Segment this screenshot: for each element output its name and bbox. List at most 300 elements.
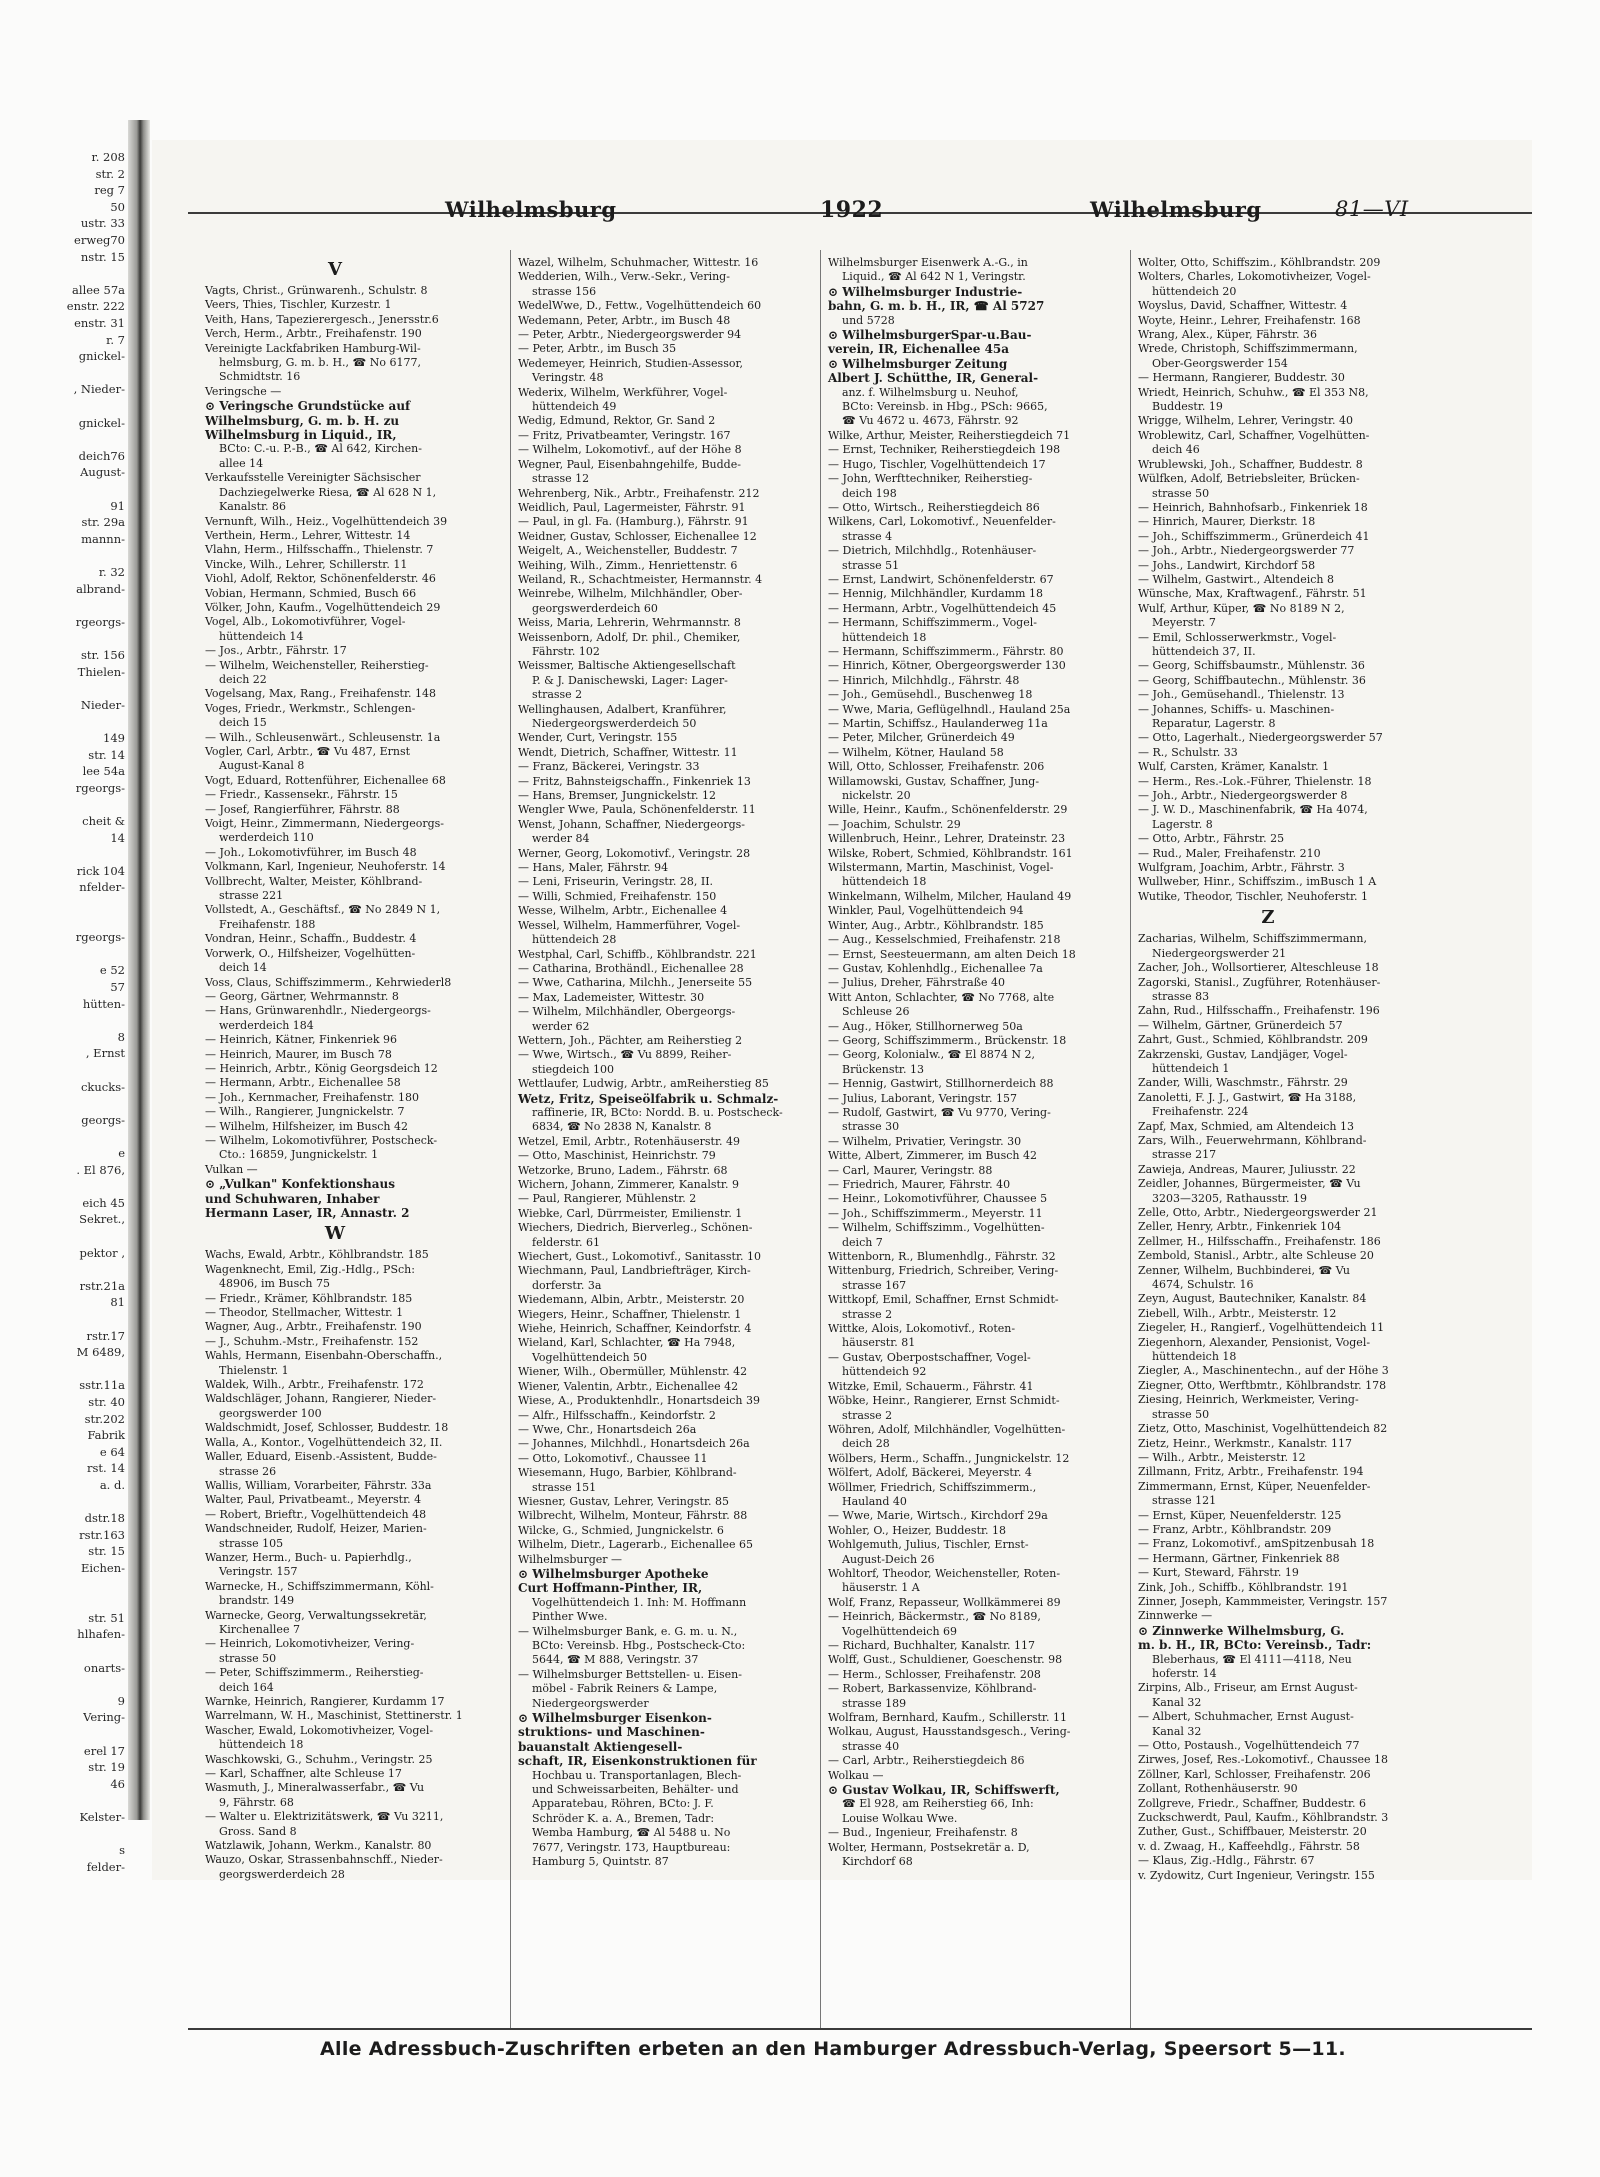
directory-entry-line: strasse 2	[842, 1408, 893, 1422]
directory-entry-line: Wulf, Carsten, Krämer, Kanalstr. 1	[1138, 760, 1330, 774]
directory-entry-line: Waldek, Wilh., Arbtr., Freihafenstr. 172	[205, 1378, 424, 1392]
directory-entry-line: strasse 2	[532, 688, 583, 702]
directory-entry-line: — Wilhelm, Schiffszimm., Vogelhütten-	[828, 1221, 1045, 1235]
directory-entry-line: — Johannes, Schiffs- u. Maschinen-	[1138, 702, 1335, 716]
directory-entry-line: — Georg, Kolonialw., ☎ El 8874 N 2,	[828, 1048, 1036, 1062]
directory-entry-line: — Georg, Schiffszimmerm., Brückenstr. 18	[828, 1033, 1067, 1047]
directory-entry-line: raffinerie, IR, BCto: Nordd. B. u. Postscheck-	[532, 1105, 783, 1119]
directory-entry-line: Ziesing, Heinrich, Werkmeister, Vering-	[1138, 1393, 1359, 1407]
left-page-fragment: str. 40	[88, 1395, 125, 1409]
directory-entry-line: georgswerderdeich 60	[532, 601, 658, 615]
directory-entry-line: Vogelhüttendeich 50	[532, 1350, 648, 1364]
directory-entry-line: strasse 26	[219, 1464, 277, 1478]
directory-entry-line: — Max, Lademeister, Wittestr. 30	[518, 990, 705, 1004]
firm-entry-line: Hermann Laser, IR, Annastr. 2	[205, 1206, 410, 1220]
footer-notice: Alle Adressbuch-Zuschriften erbeten an den Hamburger Adressbuch-Verlag, Speersort 5—11.	[320, 2038, 1346, 2060]
left-page-fragment: dstr.18	[84, 1511, 125, 1526]
firm-entry-line: Wilhelmsburg, G. m. b. H. zu	[205, 413, 400, 428]
left-page-fragment: str. 15	[88, 1544, 125, 1559]
directory-entry-line: Weigelt, A., Weichensteller, Buddestr. 7	[518, 544, 738, 558]
directory-entry-line: — Julius, Dreher, Fährstraße 40	[828, 976, 1005, 990]
directory-entry-line: Meyerstr. 7	[1152, 616, 1216, 630]
left-page-fragment: 91	[110, 498, 125, 513]
directory-entry-line: strasse 50	[219, 1651, 277, 1665]
firm-entry-line: m. b. H., IR, BCto: Vereinsb., Tadr:	[1138, 1638, 1372, 1653]
directory-entry-line: Wöllmer, Friedrich, Schiffszimmerm.,	[828, 1480, 1037, 1494]
directory-entry-line: brandstr. 149	[219, 1594, 295, 1608]
directory-entry-line: v. Zydowitz, Curt Ingenieur, Veringstr. 155	[1138, 1868, 1375, 1882]
directory-entry-line: ☎ El 928, am Reiherstieg 66, Inh:	[842, 1797, 1034, 1811]
directory-entry-line: Buddestr. 19	[1152, 400, 1223, 414]
directory-entry-line: Wengler Wwe, Paula, Schönenfelderstr. 11	[518, 803, 756, 817]
directory-entry-line: Zacharias, Wilhelm, Schiffszimmermann,	[1138, 932, 1368, 946]
left-page-fragment: rgeorgs-	[75, 930, 125, 945]
directory-entry-line: Wilke, Arthur, Meister, Reiherstiegdeich 71	[828, 428, 1071, 442]
directory-entry-line: — Herm., Res.-Lok.-Führer, Thielenstr. 18	[1138, 774, 1372, 788]
directory-entry-line: Zagorski, Stanisl., Zugführer, Rotenhäuser-	[1138, 975, 1381, 989]
directory-entry-line: strasse 83	[1152, 989, 1210, 1003]
directory-entry-line: Wittke, Alois, Lokomotivf., Roten-	[828, 1322, 1016, 1336]
directory-entry-line: Wilbrecht, Wilhelm, Monteur, Fährstr. 88	[518, 1509, 748, 1523]
directory-entry-line: strasse 50	[1152, 1407, 1210, 1421]
directory-entry-line: strasse 217	[1152, 1148, 1217, 1162]
directory-entry-line: Zollgreve, Friedr., Schaffner, Buddestr. 6	[1138, 1796, 1366, 1810]
directory-entry-line: 6834, ☎ No 2838 N, Kanalstr. 8	[532, 1120, 712, 1134]
left-page-fragment: . El 876,	[76, 1162, 125, 1177]
left-page-fragment: rgeorgs-	[75, 614, 125, 629]
column-2	[518, 256, 783, 2016]
firm-entry-line: verein, IR, Eichenallee 45a	[828, 342, 1010, 357]
directory-entry-line: — Dietrich, Milchhdlg., Rotenhäuser-	[828, 544, 1037, 558]
left-page-fragment: e 52	[99, 963, 125, 978]
directory-entry-line: — Hinrich, Milchhdlg., Fährstr. 48	[828, 673, 1020, 687]
directory-entry-line: — Wilh., Schleusenwärt., Schleusenstr. 1a	[205, 730, 441, 744]
directory-entry-line: Vogelhüttendeich 69	[842, 1624, 958, 1638]
directory-entry-line: strasse 4	[842, 529, 893, 543]
directory-entry-line: strasse 2	[842, 1307, 893, 1321]
directory-entry-line: P. & J. Danischewski, Lager: Lager-	[532, 673, 728, 687]
directory-entry-line: — Wilhelm, Gastwirt., Altendeich 8	[1138, 572, 1334, 586]
directory-entry-line: strasse 12	[532, 472, 590, 486]
directory-entry-line: — Alfr., Hilfsschaffn., Keindorfstr. 2	[518, 1408, 716, 1422]
directory-entry-line: Voigt, Heinr., Zimmermann, Niedergeorgs-	[205, 817, 445, 831]
directory-entry-line: werderdeich 110	[219, 831, 314, 845]
directory-entry-line: Wutike, Theodor, Tischler, Neuhoferstr. 1	[1138, 889, 1369, 903]
left-page-fragment: August-	[80, 465, 125, 480]
firm-entry-line: schaft, IR, Eisenkonstruktionen für	[518, 1754, 757, 1769]
directory-entry-line: Wetzorke, Bruno, Ladem., Fährstr. 68	[518, 1163, 728, 1177]
book-gutter	[128, 120, 150, 1820]
directory-entry-line: Winkelmann, Wilhelm, Milcher, Hauland 49	[828, 889, 1072, 903]
directory-entry-line: — Wwe, Marie, Wirtsch., Kirchdorf 29a	[828, 1509, 1048, 1523]
directory-entry-line: — Gustav, Oberpostschaffner, Vogel-	[828, 1350, 1031, 1364]
directory-entry-line: — Paul, in gl. Fa. (Hamburg.), Fährstr. 91	[518, 515, 749, 529]
directory-entry-line: hüttendeich 28	[532, 933, 617, 947]
directory-entry-line: — Hennig, Milchhändler, Kurdamm 18	[828, 587, 1043, 601]
directory-entry-line: — R., Schulstr. 33	[1138, 745, 1238, 759]
column-3	[828, 256, 1088, 2016]
directory-entry-line: Zapf, Max, Schmied, am Altendeich 13	[1138, 1119, 1354, 1133]
directory-entry-line: hüttendeich 20	[1152, 284, 1237, 298]
directory-entry-line: Zietz, Heinr., Werkmstr., Kanalstr. 117	[1138, 1436, 1353, 1450]
directory-entry-line: Willamowski, Gustav, Schaffner, Jung-	[828, 774, 1040, 788]
directory-entry-line: — Georg, Schiffbautechn., Mühlenstr. 36	[1138, 673, 1366, 687]
directory-entry-line: stiegdeich 100	[532, 1062, 614, 1076]
directory-entry-line: Wolf, Franz, Repasseur, Wollkämmerei 89	[828, 1595, 1061, 1609]
directory-entry-line: Wiesemann, Hugo, Barbier, Köhlbrand-	[518, 1466, 737, 1480]
directory-entry-line: Ziegenhorn, Alexander, Pensionist, Vogel-	[1138, 1335, 1371, 1349]
directory-entry-line: Zenner, Wilhelm, Buchbinderei, ☎ Vu	[1138, 1263, 1350, 1277]
directory-entry-line: felderstr. 61	[532, 1235, 601, 1249]
left-page-fragment: str. 156	[80, 648, 125, 662]
directory-entry-line: Woyslus, David, Schaffner, Wittestr. 4	[1138, 299, 1348, 313]
directory-entry-line: Wiener, Wilh., Obermüller, Mühlenstr. 42	[518, 1365, 748, 1379]
left-page-fragment: rst. 14	[87, 1461, 125, 1476]
directory-entry-line: — Catharina, Brothändl., Eichenallee 28	[518, 961, 744, 975]
directory-entry-line: Wandschneider, Rudolf, Heizer, Marien-	[205, 1522, 427, 1536]
directory-entry-line: Wrede, Christoph, Schiffszimmermann,	[1138, 342, 1358, 356]
directory-entry-line: — John, Werfttechniker, Reiherstieg-	[828, 472, 1033, 486]
directory-entry-line: Zander, Willi, Waschmstr., Fährstr. 29	[1138, 1076, 1348, 1090]
directory-entry-line: Vincke, Wilh., Lehrer, Schillerstr. 11	[205, 557, 408, 571]
directory-entry-line: — Heinrich, Arbtr., König Georgsdeich 12	[205, 1061, 438, 1075]
directory-entry-line: georgswerder 100	[219, 1406, 322, 1420]
directory-entry-line: Verch, Herm., Arbtr., Freihafenstr. 190	[205, 327, 422, 341]
directory-entry-line: Kanal 32	[1152, 1695, 1202, 1709]
directory-entry-line: Witzke, Emil, Schauerm., Fährstr. 41	[828, 1379, 1034, 1393]
directory-entry-line: — Wilhelmsburger Bettstellen- u. Eisen-	[518, 1667, 742, 1681]
directory-entry-line: Zimmermann, Ernst, Küper, Neuenfelder-	[1138, 1479, 1371, 1493]
footer-rule	[188, 2028, 1532, 2030]
directory-entry-line: — Wilhelmsburger Bank, e. G. m. u. N.,	[518, 1624, 738, 1638]
left-page-fragment: sstr.11a	[79, 1378, 125, 1393]
directory-entry-line: — Hermann, Schiffszimmerm., Fährstr. 80	[828, 644, 1064, 658]
directory-entry-line: Zuther, Gust., Schiffbauer, Meisterstr. 20	[1138, 1825, 1367, 1839]
firm-entry-line: Wetz, Fritz, Speiseölfabrik u. Schmalz-	[518, 1091, 779, 1106]
directory-entry-line: — Heinr., Lokomotivführer, Chaussee 5	[828, 1192, 1048, 1206]
directory-entry-line: hüttendeich 18	[842, 630, 927, 644]
directory-entry-line: strasse 167	[842, 1278, 907, 1292]
directory-entry-line: Wilcke, G., Schmied, Jungnickelstr. 6	[518, 1523, 724, 1537]
directory-entry-line: Wellinghausen, Adalbert, Kranführer,	[518, 702, 727, 716]
directory-entry-line: Waller, Eduard, Eisenb.-Assistent, Budde-	[205, 1450, 437, 1464]
directory-entry-line: — Hermann, Gärtner, Finkenriek 88	[1138, 1551, 1340, 1565]
directory-entry-line: — Wwe, Maria, Geflügelhndl., Hauland 25a	[828, 702, 1071, 716]
directory-entry-line: Wrang, Alex., Küper, Fährstr. 36	[1138, 328, 1317, 342]
column-rule	[1130, 250, 1131, 2030]
directory-entry-line: Vollstedt, A., Geschäftsf., ☎ No 2849 N 1,	[205, 903, 441, 917]
directory-entry-line: Zahrt, Gust., Schmied, Köhlbrandstr. 209	[1138, 1033, 1368, 1047]
directory-entry-line: Reparatur, Lagerstr. 8	[1152, 717, 1276, 730]
directory-entry-line: — Klaus, Zig.-Hdlg., Fährstr. 67	[1138, 1854, 1315, 1868]
directory-entry-line: Weihing, Wilh., Zimm., Henriettenstr. 6	[518, 558, 738, 572]
header-city-left: Wilhelmsburg	[445, 197, 617, 222]
directory-entry-line: 4674, Schulstr. 16	[1152, 1278, 1254, 1292]
directory-entry-line: deich 15	[219, 716, 267, 730]
directory-entry-line: Wahls, Hermann, Eisenbahn-Oberschaffn.,	[205, 1349, 443, 1363]
directory-entry-line: Zillmann, Fritz, Arbtr., Freihafenstr. 194	[1138, 1465, 1364, 1479]
left-page-fragment: enstr. 31	[74, 316, 125, 330]
directory-entry-line: strasse 40	[842, 1739, 900, 1753]
firm-entry-line: ⊙ Gustav Wolkau, IR, Schiffswerft,	[828, 1783, 1060, 1798]
left-page-fragment: e 64	[99, 1444, 125, 1459]
directory-entry-line: — Peter, Arbtr., Niedergeorgswerder 94	[518, 328, 742, 342]
directory-entry-line: — Otto, Wirtsch., Reiherstiegdeich 86	[828, 500, 1040, 514]
directory-entry-line: Zietz, Otto, Maschinist, Vogelhüttendeich 82	[1138, 1422, 1388, 1436]
directory-entry-line: Wiener, Valentin, Arbtr., Eichenallee 42	[518, 1379, 739, 1393]
directory-entry-line: Louise Wolkau Wwe.	[842, 1811, 958, 1825]
directory-entry-line: Westphal, Carl, Schiffb., Köhlbrandstr. 221	[518, 947, 757, 961]
left-page-fragment: , Ernst	[85, 1046, 125, 1061]
directory-entry-line: ☎ Vu 4672 u. 4673, Fährstr. 92	[842, 414, 1019, 428]
directory-entry-line: Thielenstr. 1	[219, 1363, 289, 1377]
directory-entry-line: Winter, Aug., Arbtr., Köhlbrandstr. 185	[828, 918, 1044, 932]
directory-entry-line: Zanoletti, F. J. J., Gastwirt, ☎ Ha 3188,	[1138, 1090, 1357, 1104]
directory-entry-line: — Richard, Buchhalter, Kanalstr. 117	[828, 1639, 1035, 1652]
directory-entry-line: — Johannes, Milchhdl., Honartsdeich 26a	[518, 1437, 750, 1451]
firm-entry-line: ⊙ WilhelmsburgerSpar-u.Bau-	[828, 328, 1032, 343]
directory-entry-line: Weinrebe, Wilhelm, Milchhändler, Ober-	[518, 587, 743, 601]
left-page-fragment: enstr. 222	[66, 299, 125, 314]
left-page-fragment: hütten-	[82, 996, 125, 1011]
directory-entry-line: — Walter u. Elektrizitätswerk, ☎ Vu 3211,	[205, 1810, 444, 1824]
directory-entry-line: Wiesner, Gustav, Lehrer, Veringstr. 85	[518, 1494, 729, 1508]
directory-entry-line: 48906, im Busch 75	[219, 1277, 330, 1291]
directory-entry-line: Wachs, Ewald, Arbtr., Köhlbrandstr. 185	[205, 1248, 429, 1262]
directory-entry-line: hüttendeich 18	[842, 875, 927, 889]
directory-entry-line: Niedergeorgswerder 21	[1152, 946, 1287, 960]
firm-entry-line: ⊙ Wilhelmsburger Eisenkon-	[518, 1711, 712, 1726]
left-page-fragment: rstr.21a	[79, 1278, 125, 1293]
directory-entry-line: — Carl, Arbtr., Reiherstiegdeich 86	[828, 1754, 1025, 1768]
directory-entry-line: Verthein, Herm., Lehrer, Wittestr. 14	[205, 528, 411, 542]
directory-entry-line: Wilstermann, Martin, Maschinist, Vogel-	[828, 861, 1054, 875]
directory-entry-line: Wiebke, Carl, Dürrmeister, Emilienstr. 1	[518, 1206, 743, 1220]
directory-entry-line: Wegner, Paul, Eisenbahngehilfe, Budde-	[518, 457, 741, 471]
directory-entry-line: Waschkowski, G., Schuhm., Veringstr. 25	[205, 1752, 433, 1766]
directory-entry-line: — Leni, Friseurin, Veringstr. 28, II.	[518, 875, 714, 889]
directory-entry-line: — Otto, Postaush., Vogelhüttendeich 77	[1138, 1739, 1360, 1753]
header-year: 1922	[820, 197, 884, 223]
directory-entry-line: Wiegers, Heinr., Schaffner, Thielenstr. 1	[518, 1307, 742, 1321]
directory-entry-line: Wolff, Gust., Schuldiener, Goeschenstr. 98	[828, 1653, 1063, 1667]
directory-entry-line: Wiedemann, Albin, Arbtr., Meisterstr. 20	[518, 1293, 745, 1307]
left-page-fragment: Kelster-	[79, 1810, 125, 1824]
directory-entry-line: — Wwe, Wirtsch., ☎ Vu 8899, Reiher-	[518, 1048, 732, 1062]
directory-entry-line: Hauland 40	[842, 1494, 907, 1508]
directory-entry-line: Vobian, Hermann, Schmied, Busch 66	[205, 586, 417, 600]
directory-entry-line: Ober-Georgswerder 154	[1152, 356, 1288, 370]
directory-entry-line: strasse 189	[842, 1696, 907, 1710]
directory-entry-line: Vagts, Christ., Grünwarenh., Schulstr. 8	[205, 284, 428, 297]
directory-entry-line: Willenbruch, Heinr., Lehrer, Drateinstr. 23	[828, 832, 1066, 846]
directory-entry-line: — Albert, Schuhmacher, Ernst August-	[1138, 1710, 1354, 1724]
left-page-fragment: gnickel-	[78, 349, 125, 364]
directory-entry-line: Wendt, Dietrich, Schaffner, Wittestr. 11	[518, 745, 738, 759]
directory-entry-line: strasse 156	[532, 284, 597, 298]
directory-entry-line: — Hans, Maler, Fährstr. 94	[518, 861, 669, 875]
directory-entry-line: strasse 221	[219, 889, 284, 903]
directory-entry-line: Wille, Heinr., Kaufm., Schönenfelderstr. 29	[828, 803, 1068, 817]
directory-entry-line: — Heinrich, Bahnhofsarb., Finkenriek 18	[1138, 500, 1368, 514]
directory-entry-line: Liquid., ☎ Al 642 N 1, Veringstr.	[842, 270, 1026, 284]
directory-entry-line: Weissmer, Baltische Aktiengesellschaft	[518, 659, 736, 673]
directory-entry-line: — Franz, Arbtr., Köhlbrandstr. 209	[1138, 1522, 1332, 1536]
directory-entry-line: deich 198	[842, 486, 897, 500]
directory-entry-line: Wettern, Joh., Pächter, am Reiherstieg 2	[518, 1033, 743, 1047]
left-page-fragment: pektor ,	[79, 1245, 125, 1260]
directory-entry-line: — Hans, Grünwarenhdlr., Niedergeorgs-	[205, 1004, 431, 1018]
directory-entry-line: — Joh., Schiffszimmerm., Grünerdeich 41	[1138, 529, 1370, 543]
directory-entry-line: 7677, Veringstr. 173, Hauptbureau:	[532, 1840, 731, 1854]
directory-entry-line: — Herm., Schlosser, Freihafenstr. 208	[828, 1667, 1041, 1681]
left-page-fragment: str. 2	[95, 166, 125, 181]
directory-entry-line: Wiechert, Gust., Lokomotivf., Sanitasstr. 10	[518, 1250, 762, 1264]
directory-entry-line: häuserstr. 81	[842, 1336, 916, 1350]
directory-entry-line: — Otto, Lokomotivf., Chaussee 11	[518, 1451, 708, 1465]
directory-entry-line: Zeller, Henry, Arbtr., Finkenriek 104	[1138, 1220, 1342, 1234]
left-page-fragment: r. 32	[98, 565, 125, 579]
directory-entry-line: Ziegler, A., Maschinentechn., auf der Höhe 3	[1138, 1364, 1389, 1378]
directory-entry-line: Zuckschwerdt, Paul, Kaufm., Köhlbrandstr. 3	[1138, 1811, 1389, 1825]
section-letter: Z	[1261, 907, 1275, 929]
firm-entry-line: Albert J. Schütthe, IR, General-	[828, 371, 1039, 386]
directory-entry-line: deich 46	[1152, 443, 1200, 457]
directory-entry-line: Veringstr. 48	[532, 371, 604, 385]
directory-entry-line: Vogler, Carl, Arbtr., ☎ Vu 487, Ernst	[205, 745, 411, 758]
directory-entry-line: strasse 50	[1152, 486, 1210, 500]
left-page-fragment: 9	[117, 1693, 125, 1708]
directory-entry-line: Wedderien, Wilh., Verw.-Sekr., Vering-	[518, 270, 730, 284]
left-page-fragment: r. 7	[106, 332, 125, 347]
firm-entry-line: struktions- und Maschinen-	[518, 1725, 705, 1740]
directory-entry-line: nickelstr. 20	[842, 789, 911, 803]
directory-entry-line: — Rud., Maler, Freihafenstr. 210	[1138, 846, 1321, 860]
directory-entry-line: strasse 151	[532, 1480, 597, 1494]
directory-entry-line: Wauzo, Oskar, Strassenbahnschff., Nieder-	[205, 1853, 443, 1867]
directory-entry-line: — Friedrich, Maurer, Fährstr. 40	[828, 1178, 1011, 1191]
directory-entry-line: Lagerstr. 8	[1152, 817, 1213, 831]
directory-entry-line: — Carl, Maurer, Veringstr. 88	[828, 1163, 993, 1177]
directory-entry-line: — Heinrich, Bäckermstr., ☎ No 8189,	[828, 1610, 1041, 1624]
directory-entry-line: — Otto, Maschinist, Heinrichstr. 79	[518, 1149, 716, 1163]
directory-entry-line: Wedig, Edmund, Rektor, Gr. Sand 2	[518, 414, 716, 428]
directory-entry-line: — Joachim, Schulstr. 29	[828, 817, 961, 831]
left-page-fragment: ckucks-	[80, 1079, 125, 1094]
section-letter: W	[324, 1223, 346, 1245]
left-page-fragment: reg 7	[94, 183, 125, 198]
directory-entry-line: — Wilhelm, Kötner, Hauland 58	[828, 745, 1004, 759]
directory-entry-line: — Heinrich, Kätner, Finkenriek 96	[205, 1033, 397, 1047]
directory-entry-line: Wullweber, Hinr., Schiffszim., imBusch 1 A	[1138, 875, 1377, 889]
directory-entry-line: Wessel, Wilhelm, Hammerführer, Vogel-	[518, 918, 741, 932]
directory-entry-line: — Georg, Gärtner, Wehrmannstr. 8	[205, 989, 399, 1003]
directory-entry-line: deich 164	[219, 1680, 274, 1694]
directory-entry-line: Vogt, Eduard, Rottenführer, Eichenallee 68	[205, 773, 446, 787]
left-page-fragment: hlhafen-	[77, 1627, 125, 1642]
directory-entry-line: Wöbke, Heinr., Rangierer, Ernst Schmidt-	[828, 1394, 1060, 1408]
directory-entry-line: Dachziegelwerke Riesa, ☎ Al 628 N 1,	[219, 485, 437, 499]
directory-entry-line: — Hinrich, Kötner, Obergeorgswerder 130	[828, 659, 1066, 673]
directory-entry-line: Hamburg 5, Quintstr. 87	[532, 1855, 669, 1869]
directory-entry-line: BCto: C.-u. P.-B., ☎ Al 642, Kirchen-	[219, 442, 422, 456]
directory-entry-line: Wettlaufer, Ludwig, Arbtr., amReiherstieg 85	[518, 1077, 769, 1091]
left-page-fragment: Sekret.,	[79, 1212, 125, 1227]
directory-entry-line: 9, Fährstr. 68	[219, 1795, 294, 1809]
directory-entry-line: Zinnwerke —	[1138, 1609, 1213, 1623]
directory-entry-line: Weidlich, Paul, Lagermeister, Fährstr. 91	[518, 500, 746, 514]
directory-entry-line: Verkaufsstelle Vereinigter Sächsischer	[205, 471, 421, 485]
left-page-fragment: rick 104	[76, 863, 125, 878]
directory-entry-line: Vulkan —	[205, 1162, 258, 1176]
directory-entry-line: Wohlgemuth, Julius, Tischler, Ernst-	[828, 1538, 1029, 1552]
directory-entry-line: Witt Anton, Schlachter, ☎ No 7768, alte	[828, 990, 1055, 1004]
directory-entry-line: — Ernst, Techniker, Reiherstiegdeich 198	[828, 443, 1061, 457]
directory-entry-line: — Wwe, Chr., Honartsdeich 26a	[518, 1422, 697, 1436]
directory-entry-line: — Martin, Schiffsz., Haulanderweg 11a	[828, 717, 1048, 730]
directory-entry-line: BCto: Vereinsb. in Hbg., PSch: 9665,	[842, 400, 1048, 414]
directory-entry-line: Zöllner, Karl, Schlosser, Freihafenstr. 206	[1138, 1767, 1371, 1781]
left-page-fragment: str. 19	[88, 1760, 125, 1775]
directory-entry-line: Weiland, R., Schachtmeister, Hermannstr. 4	[518, 572, 763, 586]
left-page-fragment: s	[119, 1843, 125, 1858]
directory-entry-line: — Julius, Laborant, Veringstr. 157	[828, 1091, 1018, 1105]
directory-entry-line: — J., Schuhm.-Mstr., Freihafenstr. 152	[205, 1334, 419, 1348]
directory-entry-line: Weissenborn, Adolf, Dr. phil., Chemiker,	[518, 630, 741, 644]
directory-entry-line: — Fritz, Bahnsteigschaffn., Finkenriek 13	[518, 774, 751, 788]
directory-entry-line: — Georg, Schiffsbaumstr., Mühlenstr. 36	[1138, 659, 1365, 673]
directory-entry-line: Schleuse 26	[842, 1005, 910, 1019]
directory-entry-line: — Wilh., Arbtr., Meisterstr. 12	[1138, 1450, 1306, 1464]
directory-entry-line: Wolkau, August, Hausstandsgesch., Vering-	[828, 1725, 1071, 1739]
directory-entry-line: Vogelsang, Max, Rang., Freihafenstr. 148	[205, 687, 437, 701]
directory-entry-line: Zinner, Joseph, Kammmeister, Veringstr. 157	[1138, 1594, 1388, 1608]
column-4	[1138, 256, 1398, 2016]
directory-entry-line: Zollant, Rothenhäuserstr. 90	[1138, 1782, 1298, 1796]
directory-entry-line: — Joh., Lokomotivführer, im Busch 48	[205, 845, 417, 859]
directory-entry-line: Wetzel, Emil, Arbtr., Rotenhäuserstr. 49	[518, 1134, 741, 1148]
directory-entry-line: hüttendeich 37, II.	[1152, 644, 1256, 658]
directory-entry-line: Warnecke, Georg, Verwaltungssekretär,	[205, 1608, 427, 1622]
directory-entry-line: Veith, Hans, Tapezierergesch., Jenersstr.6	[205, 312, 439, 326]
directory-entry-line: Wölfert, Adolf, Bäckerei, Meyerstr. 4	[828, 1466, 1032, 1480]
directory-entry-line: Waldschmidt, Josef, Schlosser, Buddestr. 18	[205, 1421, 449, 1435]
directory-entry-line: — Hans, Bremser, Jungnickelstr. 12	[518, 789, 717, 803]
directory-entry-line: — Rudolf, Gastwirt, ☎ Vu 9770, Vering-	[828, 1105, 1051, 1119]
column-1	[205, 256, 465, 2016]
left-page-fragment: e	[118, 1146, 125, 1160]
directory-entry-line: Apparatebau, Röhren, BCto: J. F.	[532, 1797, 714, 1811]
directory-entry-line: Wülfken, Adolf, Betriebsleiter, Brücken-	[1138, 472, 1360, 486]
directory-entry-line: Witte, Albert, Zimmerer, im Busch 42	[828, 1149, 1037, 1163]
directory-entry-line: Wohler, O., Heizer, Buddestr. 18	[828, 1523, 1007, 1537]
directory-entry-line: Will, Otto, Schlosser, Freihafenstr. 206	[828, 760, 1045, 774]
directory-entry-line: — Bud., Ingenieur, Freihafenstr. 8	[828, 1826, 1018, 1840]
directory-entry-line: Wesse, Wilhelm, Arbtr., Eichenallee 4	[518, 904, 728, 918]
directory-entry-line: Schröder K. a. A., Bremen, Tadr:	[532, 1811, 715, 1825]
directory-entry-line: — Wilhelm, Hilfsheizer, im Busch 42	[205, 1119, 408, 1133]
directory-entry-line: Zellmer, H., Hilfsschaffn., Freihafenstr. 186	[1138, 1234, 1381, 1248]
directory-entry-line: Watzlawik, Johann, Werkm., Kanalstr. 80	[205, 1839, 432, 1853]
directory-entry-line: strasse 30	[842, 1120, 900, 1134]
directory-entry-line: — Wwe, Catharina, Milchh., Jenerseite 55	[518, 976, 753, 990]
directory-entry-line: — Karl, Schaffner, alte Schleuse 17	[205, 1767, 402, 1781]
directory-entry-line: — Aug., Kesselschmied, Freihafenstr. 218	[828, 933, 1061, 947]
left-page-fragment: a. d.	[99, 1478, 125, 1492]
directory-entry-line: — Joh., Arbtr., Niedergeorgswerder 8	[1138, 789, 1348, 803]
directory-entry-line: häuserstr. 1 A	[842, 1581, 920, 1595]
directory-entry-line: Wiehe, Heinrich, Schaffner, Keindorfstr. 4	[518, 1322, 752, 1336]
